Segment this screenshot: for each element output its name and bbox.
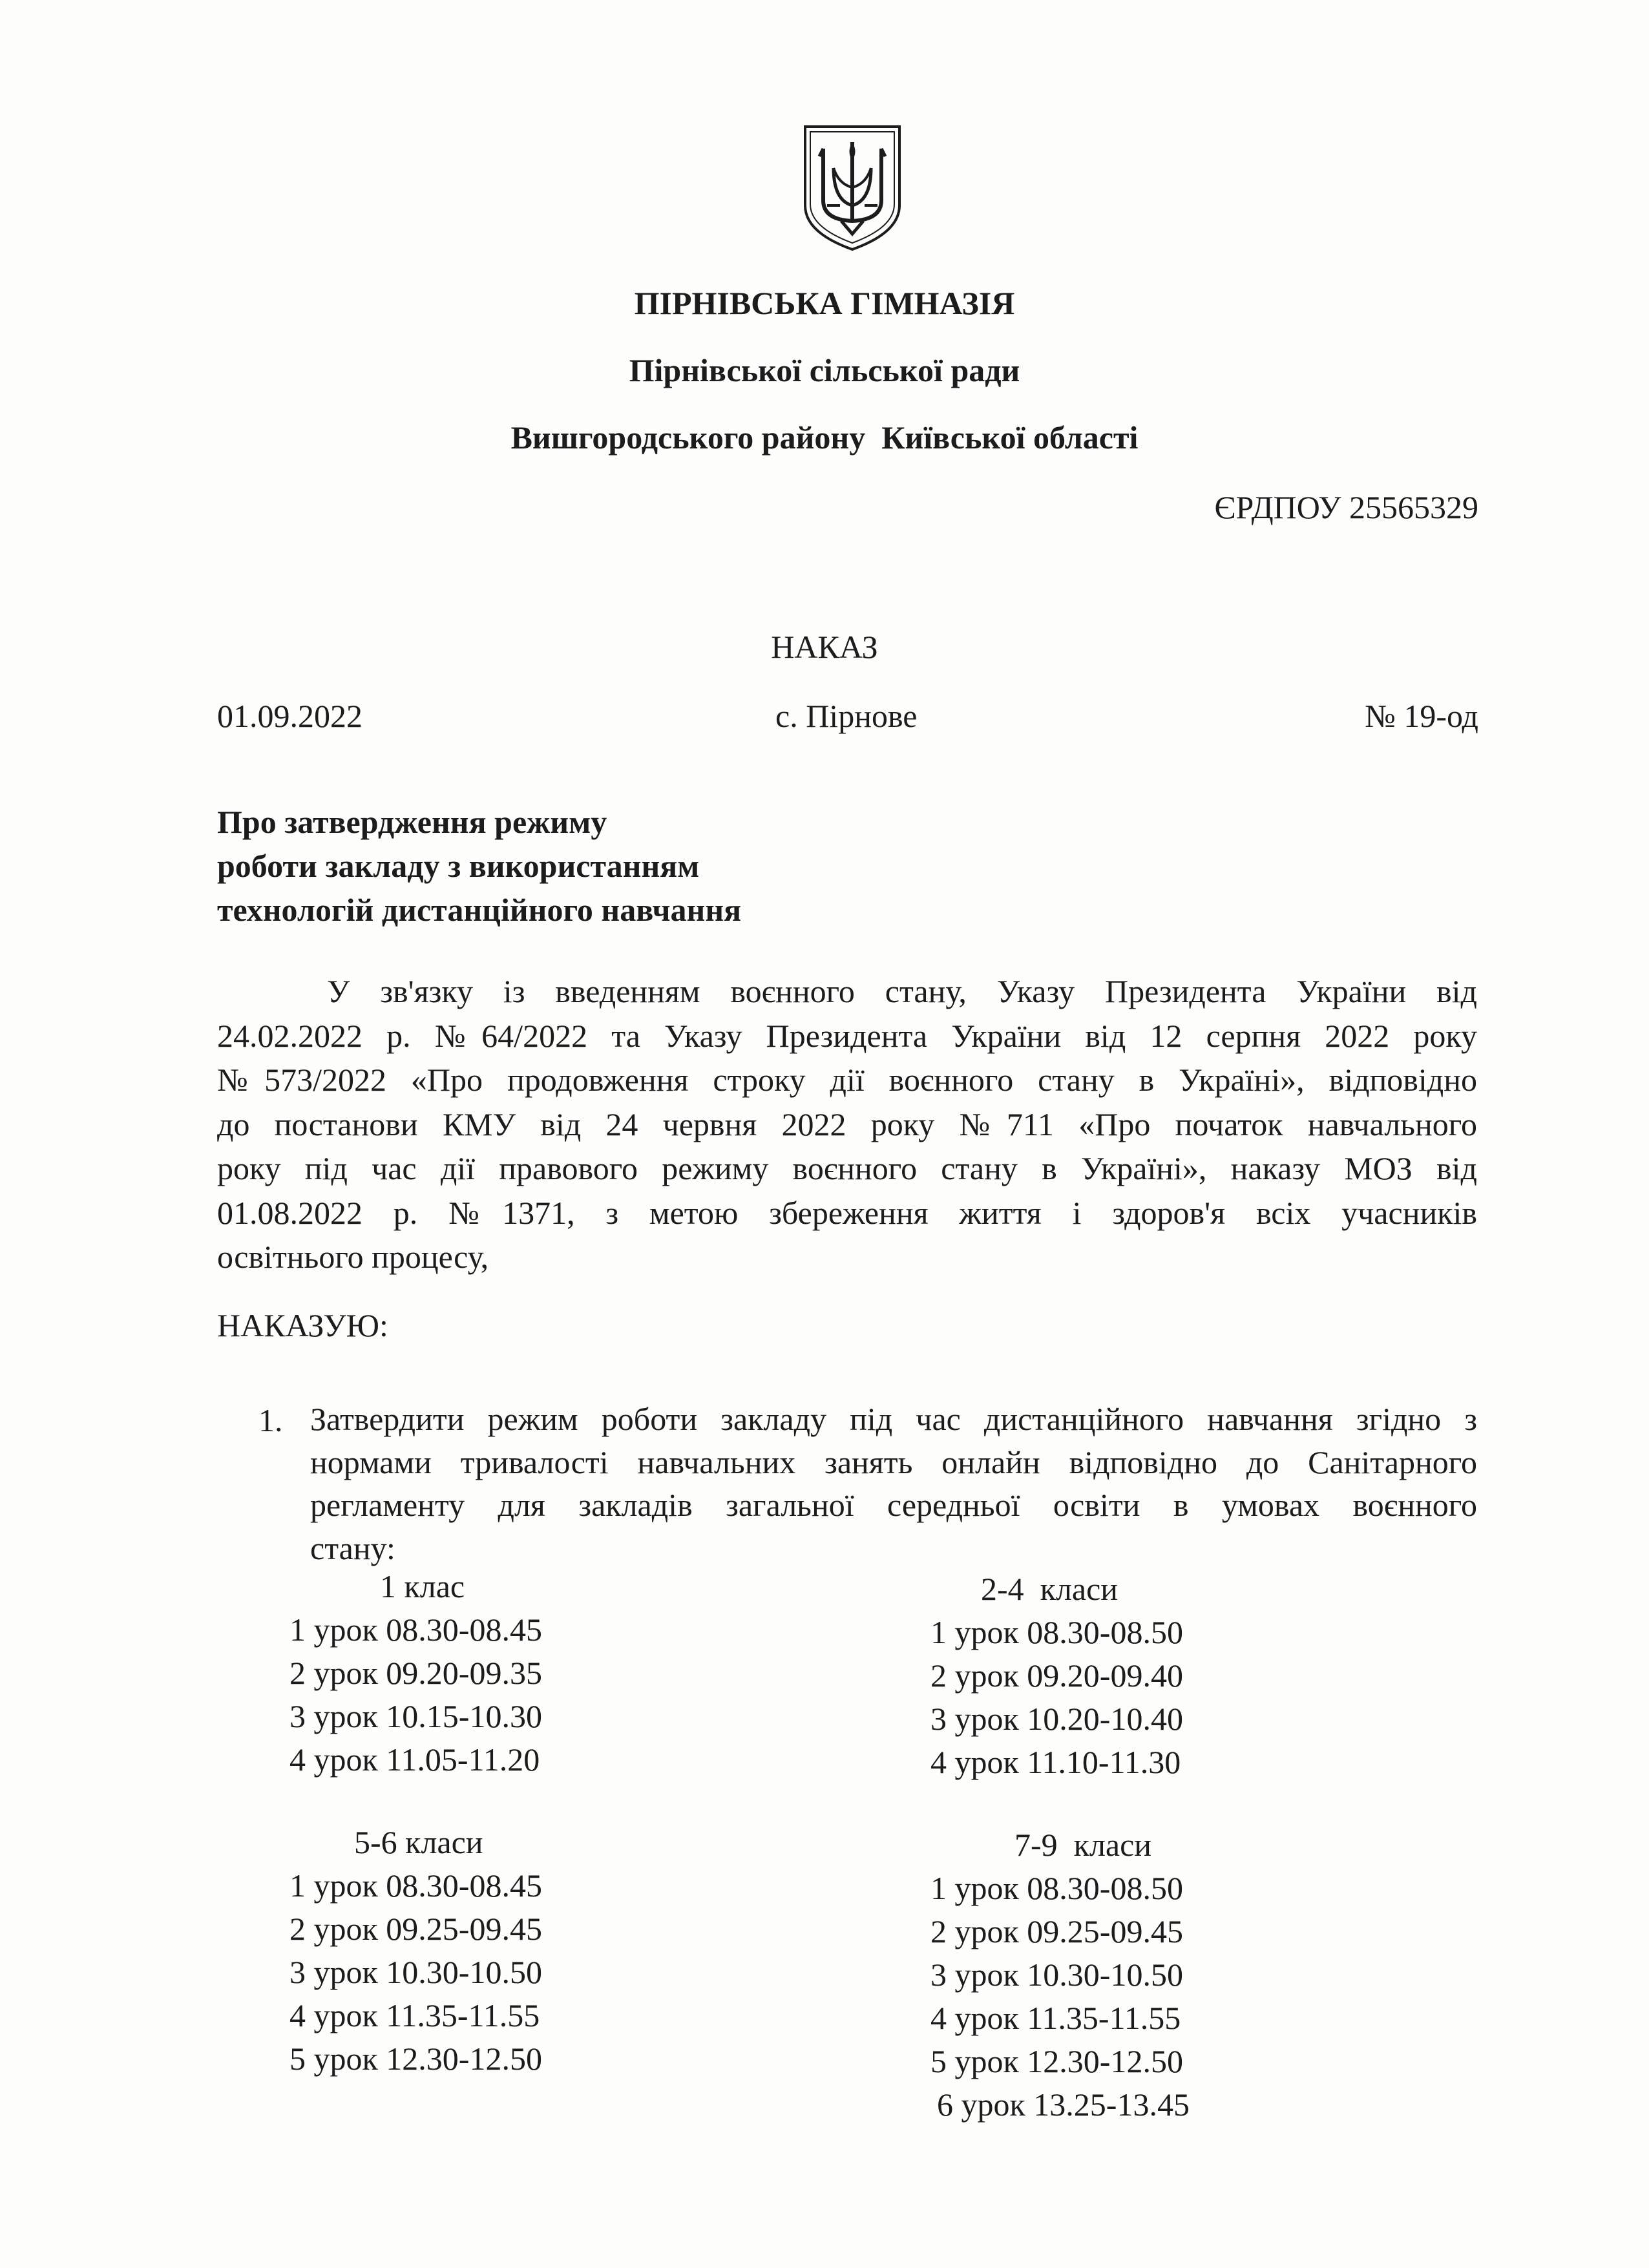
subject-line: роботи закладу з використанням [217,848,700,884]
preamble-line: 01.08.2022 р. №1371, з метою збереження життя і здоров'я всіх учасників [217,1194,1477,1231]
order-title: НАКАЗ [771,629,878,665]
lesson-time: 3 урок 10.20-10.40 [930,1701,1183,1737]
lesson-time: 3 урок 10.15-10.30 [289,1698,542,1734]
lesson-time: 2 урок 09.20-09.40 [930,1657,1183,1694]
item-1-text [310,1398,1477,1570]
preamble-line: до постанови КМУ від 24 червня 2022 року №711 «Про початок навчального [217,1106,1477,1142]
lesson-time: 3 урок 10.30-10.50 [289,1954,542,1990]
lesson-time: 4 урок 11.05-11.20 [289,1741,540,1778]
order-date: 01.09.2022 [217,698,362,734]
item-1-line: Затвердити режим роботи закладу під час дистанційного навчання згідно з [310,1401,1477,1437]
order-directive-word: НАКАЗУЮ: [217,1307,388,1343]
lesson-time: 2 урок 09.25-09.45 [289,1911,542,1947]
lesson-time: 4 урок 11.35-11.55 [930,2000,1181,2036]
preamble-line: №573/2022 «Про продовження строку дії воєнного стану в Україні», відповідно [217,1062,1477,1098]
order-subject [217,800,741,932]
order-number: № 19-од [1365,698,1478,734]
item-1-line: нормами тривалості навчальних занять онлайн відповідно до Санітарного [310,1444,1477,1480]
item-1-line: регламенту для закладів загальної середньої освіти в умовах воєнного [310,1487,1477,1523]
preamble-line: У зв'язку із введенням воєнного стану, Указу Президента України від [327,973,1477,1009]
lesson-time: 4 урок 11.35-11.55 [289,1997,540,2033]
item-number: 1. [258,1402,283,1438]
schedule-title: 5-6 класи [354,1824,483,1860]
preamble-line: року під час дії правового режиму воєнного стану в Україні», наказу МОЗ від [217,1150,1477,1186]
council-name: Пірнівської сільської ради [629,352,1020,388]
lesson-time: 1 урок 08.30-08.50 [930,1870,1183,1906]
schedule-title: 1 клас [380,1568,465,1604]
school-name: ПІРНІВСЬКА ГІМНАЗІЯ [634,285,1015,321]
schedule-grade-1 [289,1565,542,1781]
lesson-time: 2 урок 09.25-09.45 [930,1913,1183,1949]
lesson-time: 5 урок 12.30-12.50 [289,2041,542,2077]
preamble-line: освітнього процесу, [217,1239,489,1275]
lesson-time: 4 урок 11.10-11.30 [930,1744,1181,1780]
lesson-time: 3 урок 10.30-10.50 [930,1957,1183,1993]
lesson-time: 5 урок 12.30-12.50 [930,2043,1183,2079]
schedule-grades-5-6 [289,1821,542,2081]
lesson-time: 1 урок 08.30-08.45 [289,1867,542,1904]
subject-line: технологій дистанційного навчання [217,892,742,928]
lesson-time: 2 урок 09.20-09.35 [289,1655,542,1691]
schedule-title: 7-9 класи [1014,1827,1152,1863]
item-1-line: стану: [310,1529,395,1566]
lesson-time: 6 урок 13.25-13.45 [937,2086,1190,2123]
schedule-grades-7-9 [930,1823,1190,2126]
district-name: Вишгородського району Київської області [510,419,1139,456]
lesson-time: 1 урок 08.30-08.50 [930,1614,1183,1650]
schedule-title: 2-4 класи [981,1571,1119,1607]
subject-line: Про затвердження режиму [217,804,607,840]
coat-of-arms-trident-icon [801,123,903,252]
preamble-line: 24.02.2022 р. №64/2022 та Указу Президента України від 12 серпня 2022 року [217,1017,1477,1054]
edrpou-code: ЄРДПОУ 25565329 [1214,489,1478,525]
lesson-time: 1 урок 08.30-08.45 [289,1612,542,1648]
order-place: с. Пірнове [775,698,918,734]
preamble-paragraph [217,969,1477,1279]
schedule-grades-2-4 [930,1568,1183,1784]
